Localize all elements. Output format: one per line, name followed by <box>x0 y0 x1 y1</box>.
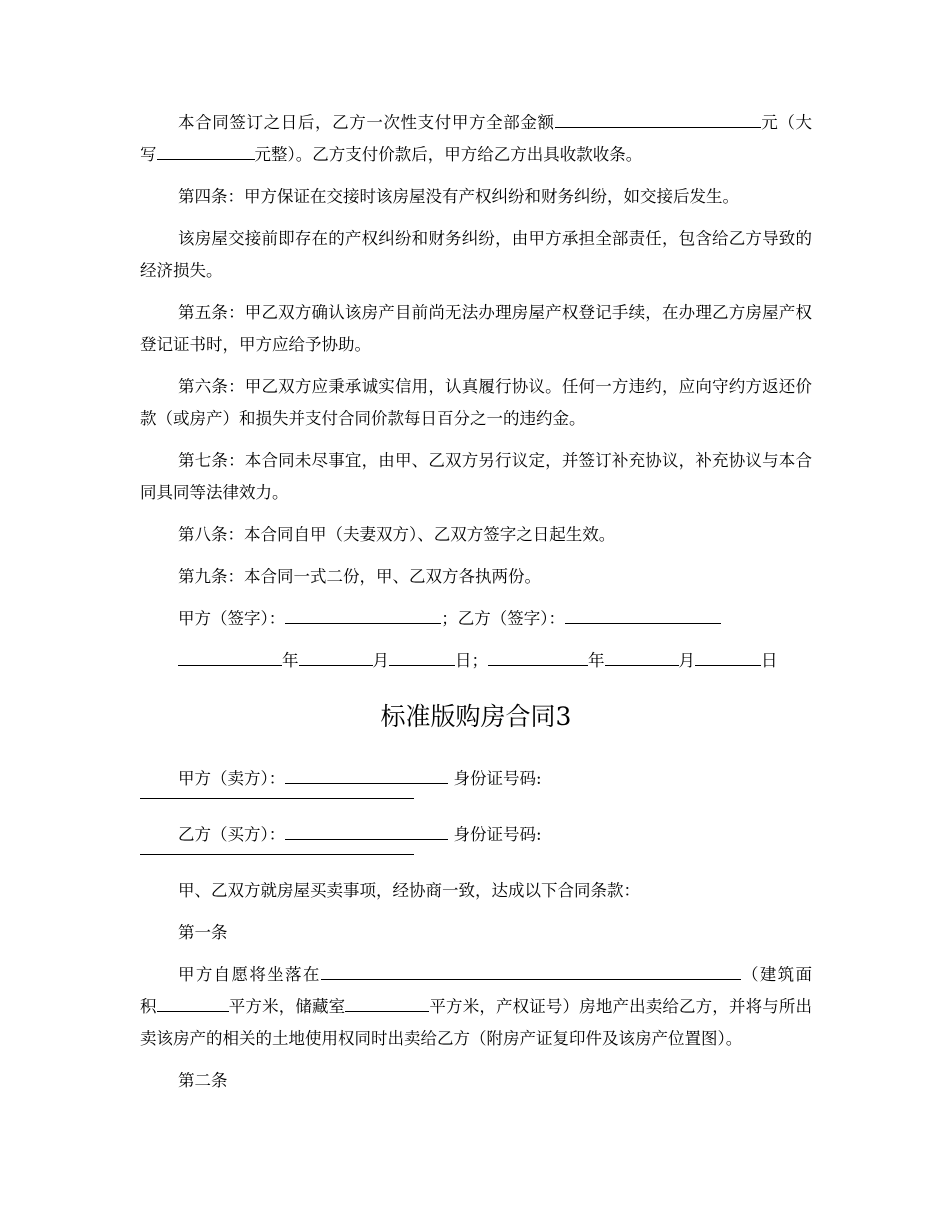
text: 年 <box>588 651 605 670</box>
text: 身份证号码: <box>453 769 542 788</box>
article-9: 第九条：本合同一式二份，甲、乙双方各执两份。 <box>178 567 541 586</box>
text: 甲方自愿将坐落在 <box>178 965 321 984</box>
article-2-heading: 第二条 <box>178 1071 228 1090</box>
text: 身份证号码: <box>453 825 542 844</box>
buyer-id-blank <box>140 853 414 855</box>
text: 乙方（签字）： <box>457 609 565 628</box>
text: ； <box>471 651 488 670</box>
storage-area-blank <box>345 995 429 1012</box>
article-7: 第七条：本合同未尽事宜，由甲、乙双方另行议定，并签订补充协议，补充协议与本合同具同等法律效力。 <box>140 451 812 502</box>
location-blank <box>321 963 741 980</box>
month-blank <box>605 649 679 666</box>
year-blank <box>488 649 588 666</box>
text: 月 <box>372 651 389 670</box>
text: ； <box>441 609 458 628</box>
intro-paragraph: 甲、乙双方就房屋买卖事项，经协商一致，达成以下合同条款： <box>178 881 640 900</box>
buyer-name-blank <box>285 823 448 840</box>
article-1-heading: 第一条 <box>178 923 228 942</box>
text: 月 <box>678 651 695 670</box>
text: 年 <box>282 651 299 670</box>
article-6: 第六条：甲乙双方应秉承诚实信用，认真履行协议。任何一方违约，应向守约方返还价款（或房产）和损失并支付合同价款每日百分之一的违约金。 <box>140 377 812 428</box>
text: 平方米，储藏室 <box>228 997 346 1016</box>
text: 甲方（卖方）： <box>178 769 286 788</box>
amount-words-blank <box>157 143 255 160</box>
text: 元（大写 <box>140 113 813 164</box>
article-8: 第八条：本合同自甲（夫妻双方）、乙双方签字之日起生效。 <box>178 525 616 544</box>
buyer-line <box>140 819 812 851</box>
text: 元整）。乙方支付价款后，甲方给乙方出具收款收条。 <box>254 145 643 164</box>
area-blank <box>157 995 229 1012</box>
payment-paragraph <box>140 107 812 171</box>
article-5: 第五条：甲乙双方确认该房产目前尚无法办理房屋产权登记手续，在办理乙方房屋产权登记证书时，甲方应给予协助。 <box>140 303 812 354</box>
document-body <box>140 107 812 1097</box>
text: 本合同签订之日后，乙方一次性支付甲方全部金额 <box>178 113 555 132</box>
day-blank <box>389 649 455 666</box>
article-1-body <box>140 959 812 1055</box>
text: 日 <box>761 651 778 670</box>
date-line <box>140 645 812 677</box>
signature-line <box>140 603 812 635</box>
text: （建筑面积 <box>140 965 813 1016</box>
section-title: 标准版购房合同3 <box>380 702 572 731</box>
amount-blank <box>555 111 761 128</box>
year-blank <box>178 649 282 666</box>
seller-line <box>140 763 812 795</box>
seller-id-blank <box>140 797 414 799</box>
text: 日 <box>455 651 472 670</box>
text: 乙方（买方）： <box>178 825 286 844</box>
article-4-cont: 该房屋交接前即存在的产权纠纷和财务纠纷，由甲方承担全部责任，包含给乙方导致的经济损失。 <box>140 229 812 280</box>
article-4: 第四条：甲方保证在交接时该房屋没有产权纠纷和财务纠纷，如交接后发生。 <box>178 187 739 206</box>
party-b-signature-blank <box>565 607 721 624</box>
text: 平方米，产权证号）房地产出卖给乙方，并将与所出卖该房产的相关的土地使用权同时出卖给乙方（附房产证复印件及该房产位置图）。 <box>140 997 812 1048</box>
text: 甲方（签字）： <box>178 609 286 628</box>
month-blank <box>299 649 373 666</box>
party-a-signature-blank <box>285 607 441 624</box>
day-blank <box>695 649 761 666</box>
seller-name-blank <box>285 767 448 784</box>
